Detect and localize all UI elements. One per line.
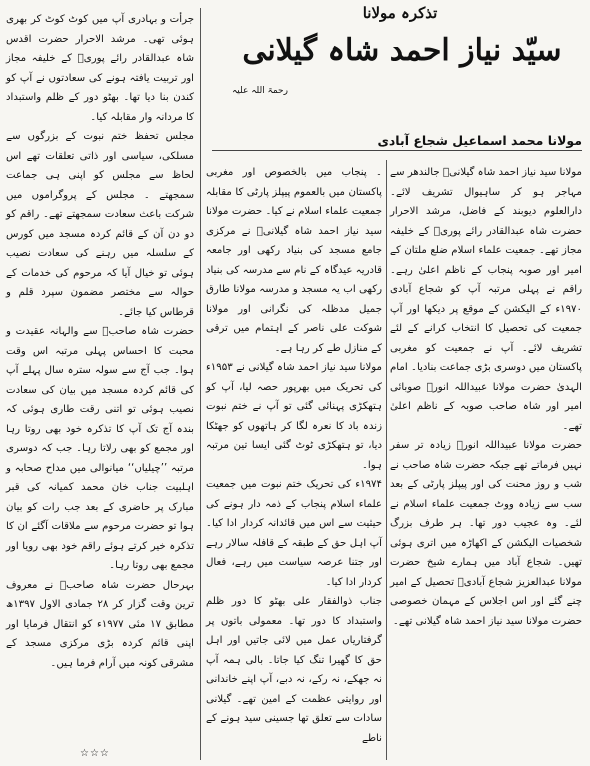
paragraph: جرأت و بہادری آپ میں کوٹ کوٹ کر بھری ہوئی تھی۔ مرشد الاحرار حضرت اقدس شاہ عبدالقادر رائے پوریؒ کے خلیفہ مجاز اور تربیت یافتہ ہونے کی سعادتوں نے آپ کو کندن بنا دیا تھا۔ بھٹو دور کے ظلم واستبداد کا مردانہ وار مقابلہ کیا۔ xyxy=(6,14,194,123)
paragraph: ۱۹۷۴ء کی تحریک ختم نبوت میں جمعیت علماء اسلام پنجاب کے ذمہ دار ہونے کی حیثیت سے اس میں قائدانہ کردار ادا کیا۔ آپ اہل حق کے طبقہ کے قافلہ سالار رہے اور جتنا عرصہ سیاست میں رہے، فعال کردار ادا کیا۔ xyxy=(206,479,382,588)
paragraph: بہرحال حضرت شاہ صاحبؒ نے معروف ترین وقت گزار کر ۲۸ جمادی الاول ۱۳۹۷ھ مطابق ۱۷ مئی ۱۹۷۷ء کو انتقال فرمایا اور اپنی قائم کردہ بڑی مرکزی مسجد کے مشرقی کونہ میں آرام فرما ہیں۔ xyxy=(6,579,194,669)
headline-honorific: رحمۃ اللہ علیہ xyxy=(232,86,288,96)
end-stars: ☆☆☆ xyxy=(80,748,110,759)
paragraph: ۔ پنجاب میں بالخصوص اور مغربی پاکستان میں بالعموم پیپلز پارٹی کا مقابلہ جمعیت علماء اسلام نے کیا۔ حضرت مولانا سید نیاز احمد شاہ گیلانیؒ نے مرکزی جامع مسجد کی بنیاد رکھی اور جامعہ قادریہ عیدگاہ کے نام سے مدرسہ کی بنیاد رکھی اب یہ مسجد و مدرسہ مولانا طارق جمیل مدظلہ کی نگرانی اور مولانا شوکت علی ناصر کے اہتمام میں ترقی کے منازل طے کر رہا ہے۔ xyxy=(206,167,382,354)
article-byline: مولانا محمد اسماعیل شجاع آبادی xyxy=(212,133,582,151)
column-divider-left xyxy=(200,8,201,760)
article-column-right xyxy=(390,163,582,631)
paragraph: جناب ذوالفقار علی بھٹو کا دور ظلم واستبداد کا دور تھا۔ معمولی باتوں پر گرفتاریاں عمل میں لائی جاتیں اور اہل حق کا گھیرا تنگ کیا جاتا۔ بالی ہمہ آپ نہ جھکے، نہ رکے، نہ دبے، آپ اپنے خاندانی اور روایتی عظمت کے امین تھے۔ گیلانی سادات سے تعلق تھا جسینی سید ہونے کے ناطے xyxy=(206,596,382,744)
column-divider-right xyxy=(386,160,387,760)
article-headline: سیّد نیاز احمد شاہ گیلانی xyxy=(242,33,562,68)
paragraph: مولانا سید نیاز احمد شاہ گیلانیؒ جالندھر سے مہاجر ہو کر ساہیوال تشریف لائے۔ دارالعلوم دیوبند کے فاضل، مرشد الاحرار حضرت شاہ عبدالقادر رائے پوریؒ کے خلیفہ مجاز تھے۔ جمعیت علماء اسلام ضلع ملتان کے امیر اور صوبہ پنجاب کے ناظم اعلیٰ رہے۔ راقم نے پہلی مرتبہ آپ کو شجاع آبادی ۱۹۷۰ء کے الیکشن کے موقع پر دیکھا اور آپ جمعیت کی تحصیل کا انتخاب کرانے کے لئے تشریف لائے۔ آپ نے جمعیت کو مغربی پاکستان میں دوسری بڑی جماعت بنادیا۔ امام الہدیٰ حضرت مولانا عبیداللہ انورؒ صوبائی امیر اور شاہ صاحب صوبہ کے ناظم اعلیٰ تھے۔ xyxy=(390,167,582,432)
paragraph: حضرت شاہ صاحبؒ سے والہانہ عقیدت و محبت کا احساس پہلی مرتبہ اس وقت ہوا۔ جب آج سے سولہ سترہ سال پہلے آپ کی قائم کردہ مسجد میں بیان کی سعادت نصیب ہوئی تو اتنی رقت طاری ہوئی کہ بندہ آج تک آپ کا تذکرہ خود بھی روتا رہا اور مجمع کو بھی رلاتا رہا۔ جب کہ دوسری مرتبہ ’’چیلیاں‘‘ میانوالی میں مداح صحابہ و اہلبیت جناب خان محمد کمیانہ کی قبر مبارک پر حاضری کے بعد جب رات کو بیان ہوا تو حضرت مرحوم سے ملاقات آگئے ان کا تذکرہ خیر کرتے ہوئے راقم خود بھی رویا اور مجمع بھی روتا رہا۔ xyxy=(6,326,194,571)
paragraph: مولانا سید نیاز احمد شاہ گیلانی نے ۱۹۵۳ء کی تحریک میں بھرپور حصہ لیا، آپ کو ہتھکڑی پہنائی گئی تو آپ نے ختم نبوت زندہ باد کا نعرہ لگا کر ہاتھوں کو جھٹکا دیا، تو ہتھکڑی ٹوٹ گئی ایسا تین مرتبہ ہوا۔ xyxy=(206,362,382,471)
section-kicker: تذکرہ مولانا xyxy=(362,4,438,22)
article-column-left xyxy=(6,10,194,673)
paragraph: حضرت مولانا عبیداللہ انورؒ زیادہ تر سفر نہیں فرماتے تھے جبکہ حضرت شاہ صاحب نے شب و روز محنت کی اور پیپلز پارٹی کے بعد سب سے زیادہ ووٹ جمعیت علماء اسلام نے لئے۔ وہ عجیب دور تھا۔ ہر طرف بزرگ شخصیات الیکشن کے اکھاڑہ میں اتری ہوئی تھیں۔ شجاع آباد میں ہمارے شیخ حضرت مولانا عبدالعزیز شجاع آبادیؒ تحصیل کے امیر چنے گئے اور اس اجلاس کے مہمان خصوصی حضرت مولانا سید نیاز احمد شاہ گیلانی تھے۔ xyxy=(390,440,582,627)
article-column-middle xyxy=(206,163,382,748)
paragraph: مجلس تحفظ ختم نبوت کے بزرگوں سے مسلکی، سیاسی اور ذاتی تعلقات تھے اس لحاظ سے مجلس کو اپنی ہی جماعت سمجھتے ۔ مجلس کے پروگراموں میں شرکت باعث سعادت سمجھتے تھے۔ راقم کو دو دن آن کے قائم کردہ مسجد میں کورس کے سلسلہ میں رہنے کی سعادت نصیب ہوئی تو خیال آیا کہ مرحوم کی خدمات کے حوالہ سے مختصر مضمون سپرد قلم و قرطاس کیا جائے۔ xyxy=(6,131,194,318)
